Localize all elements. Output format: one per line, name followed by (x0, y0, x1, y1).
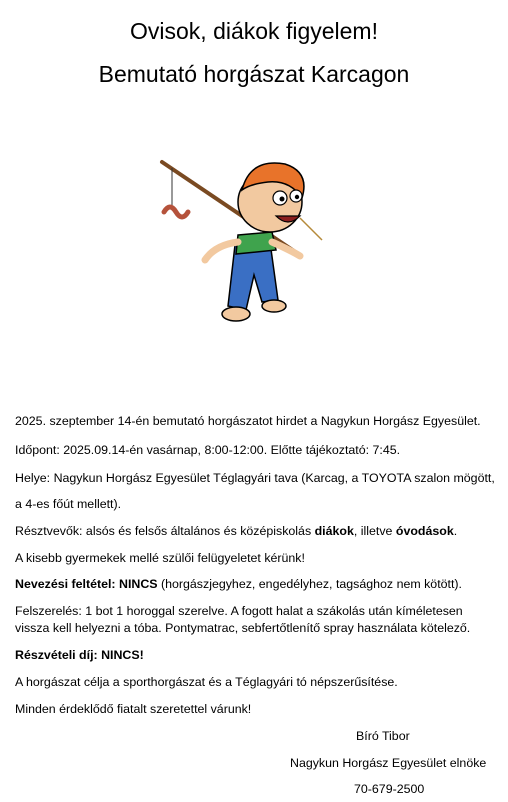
signature-role: Nagykun Horgász Egyesület elnöke (290, 756, 487, 770)
parents-text: A kisebb gyermekek mellé szülői felügyeletet kérünk! (15, 551, 305, 565)
place-text-2: a 4-es főút mellett). (15, 497, 122, 511)
announcement-text: 2025. szeptember 14-én bemutató horgászatot hirdet a Nagykun Horgász Egyesület. (15, 414, 481, 428)
signature-name: Bíró Tibor (356, 729, 410, 743)
welcome-text: Minden érdeklődő fiatalt szeretettel várunk! (15, 702, 252, 716)
gear-text-2: vissza kell helyezni a tóba. Pontymatrac, sebfertőtlenítő spray használata kötelező. (15, 621, 471, 635)
fee-text: Részvételi díj: NINCS! (15, 648, 144, 662)
cartoon-boy-fishing-icon (150, 150, 340, 340)
time-text: Időpont: 2025.09.14-én vasárnap, 8:00-12:00. Előtte tájékoztató: 7:45. (15, 443, 401, 457)
participants-text: Résztvevők: alsós és felsős általános és középiskolás diákok, illetve óvodások. (15, 524, 458, 538)
title-line-1: Ovisok, diákok figyelem! (130, 18, 378, 44)
gear-text-1: Felszerelés: 1 bot 1 horoggal szerelve. A fogott halat a szákolás után kíméletesen (15, 604, 463, 618)
goal-text: A horgászat célja a sporthorgászat és a Téglagyári tó népszerűsítése. (15, 675, 398, 689)
signature-phone: 70-679-2500 (354, 782, 425, 796)
title-line-2: Bemutató horgászat Karcagon (98, 61, 410, 87)
entry-condition-text: Nevezési feltétel: NINCS (horgászjegyhez, engedélyhez, tagsághoz nem kötött). (15, 577, 462, 591)
place-text-1: Helye: Nagykun Horgász Egyesület Téglagyári tava (Karcag, a TOYOTA szalon mögött, (15, 471, 495, 485)
